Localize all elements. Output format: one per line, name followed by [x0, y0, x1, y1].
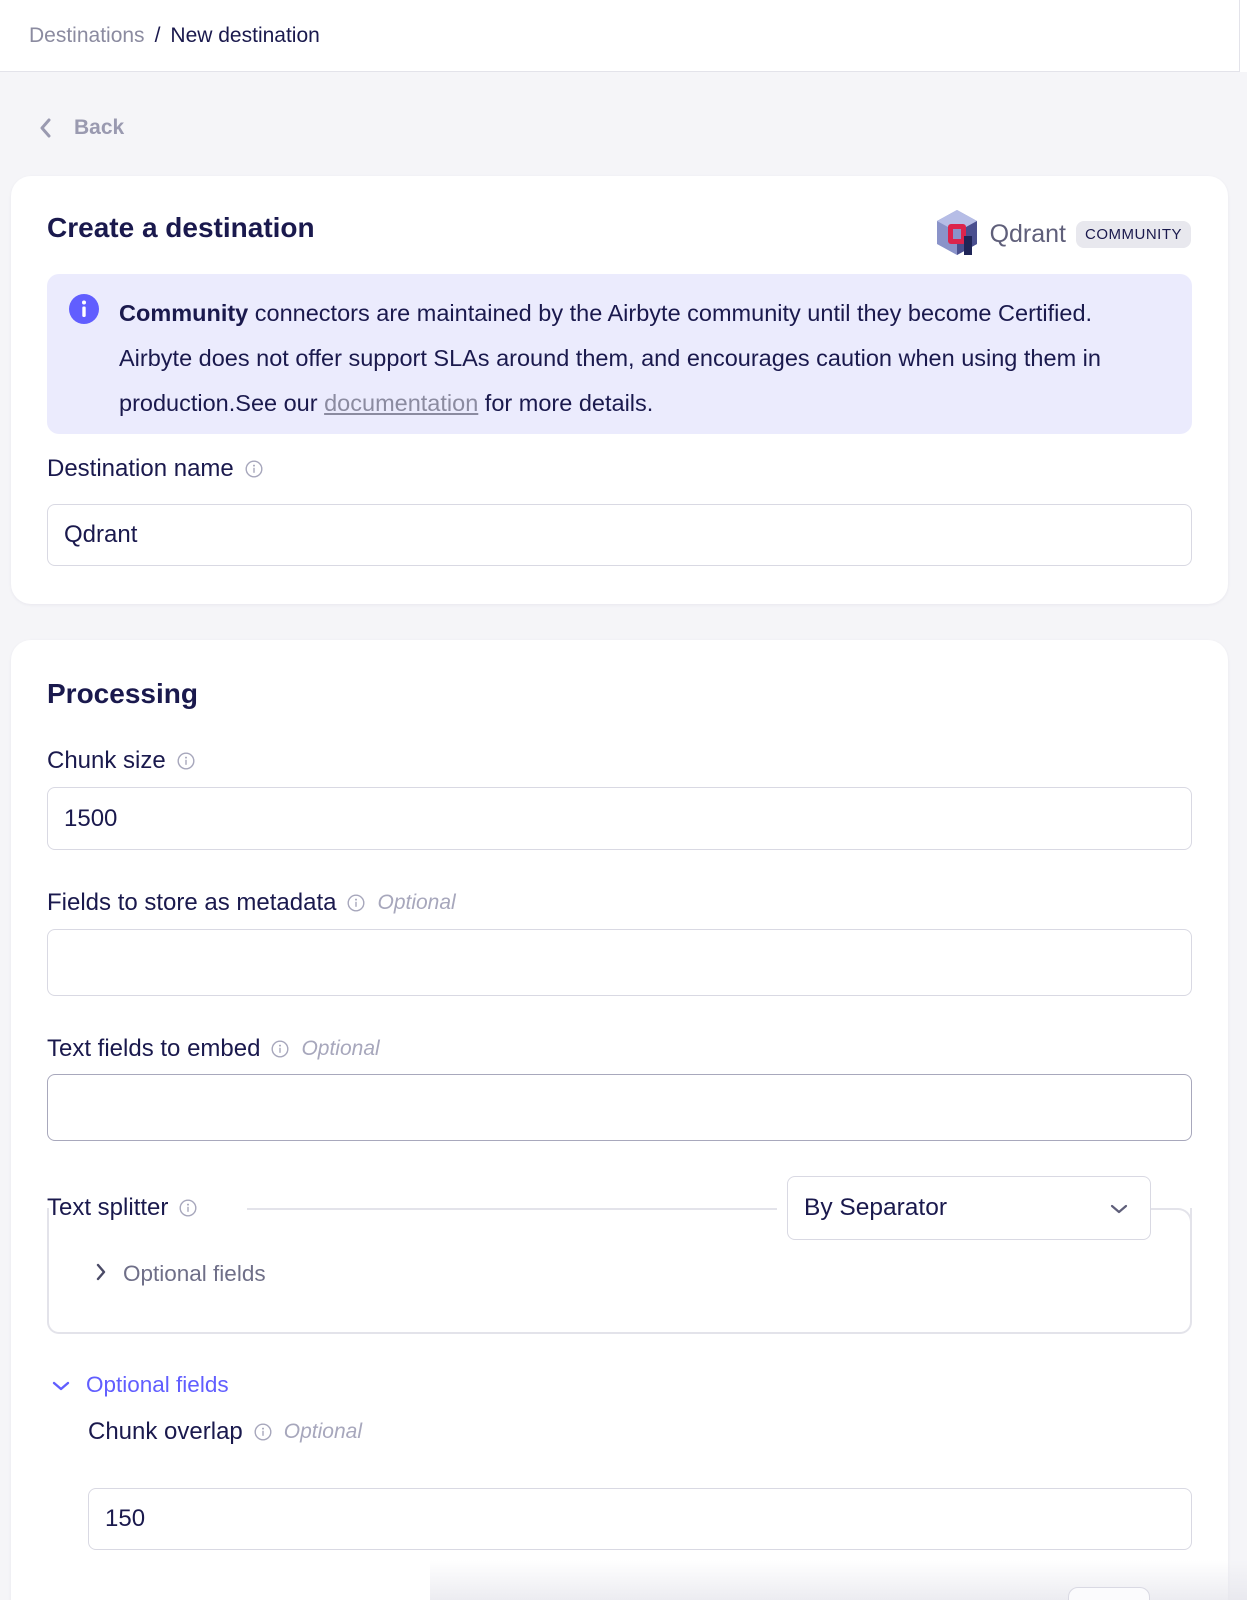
- optional-tag: Optional: [377, 891, 456, 914]
- back-button[interactable]: [38, 110, 124, 146]
- callout-text-end: for more details.: [478, 390, 654, 416]
- chunk-size-label-text: Chunk size: [47, 747, 166, 774]
- destination-name-label: [47, 454, 263, 484]
- splitter-optional-fields-toggle[interactable]: [95, 1261, 266, 1287]
- callout-text: connectors are maintained by the Airbyte community until they become Certified. Airbyte does not offer support SLAs around them, and encourages caution when using them in production.See our: [119, 300, 1101, 416]
- processing-card: [11, 640, 1228, 1600]
- section-title-processing: Processing: [47, 678, 198, 709]
- page-title: Create a destination: [47, 212, 315, 243]
- chunk-overlap-label: [88, 1417, 362, 1447]
- chevron-right-icon: [95, 1261, 107, 1287]
- embed-fields-input[interactable]: [47, 1074, 1192, 1141]
- embed-fields-label: [47, 1034, 380, 1064]
- connector-info: [934, 210, 1191, 258]
- callout-bold: Community: [119, 300, 249, 326]
- breadcrumb-current: New destination: [170, 23, 320, 47]
- metadata-fields-input[interactable]: [47, 929, 1192, 996]
- create-destination-card: [11, 176, 1228, 604]
- text-splitter-select[interactable]: [787, 1176, 1151, 1240]
- metadata-fields-label-text: Fields to store as metadata: [47, 889, 337, 916]
- destination-name-label-text: Destination name: [47, 455, 234, 482]
- help-circle-icon[interactable]: [177, 752, 195, 770]
- chunk-overlap-input[interactable]: [88, 1488, 1192, 1550]
- optional-tag: Optional: [283, 1420, 362, 1443]
- connector-name: Qdrant: [989, 219, 1066, 248]
- text-splitter-selected-value: By Separator: [804, 1194, 947, 1221]
- chevron-left-icon: [38, 117, 52, 139]
- info-icon: [68, 293, 100, 340]
- help-circle-icon[interactable]: [254, 1423, 272, 1441]
- help-circle-icon[interactable]: [271, 1040, 289, 1058]
- optional-tag: Optional: [301, 1037, 380, 1060]
- community-badge: COMMUNITY: [1076, 221, 1191, 248]
- help-circle-icon[interactable]: [245, 460, 263, 478]
- documentation-link[interactable]: documentation: [324, 390, 479, 416]
- metadata-fields-label: [47, 888, 456, 918]
- text-splitter-label-text: Text splitter: [47, 1194, 169, 1221]
- community-callout: [47, 274, 1192, 434]
- topbar-edge: [1239, 0, 1247, 72]
- embed-fields-label-text: Text fields to embed: [47, 1035, 261, 1062]
- chunk-size-input[interactable]: [47, 787, 1192, 850]
- footer-button[interactable]: [1068, 1587, 1150, 1600]
- destination-name-input[interactable]: [47, 504, 1192, 566]
- chevron-down-icon: [1110, 1194, 1128, 1222]
- optional-fields-toggle[interactable]: [52, 1372, 229, 1398]
- chunk-size-label: [47, 746, 195, 776]
- optional-fields-label: Optional fields: [86, 1372, 229, 1397]
- chunk-overlap-label-text: Chunk overlap: [88, 1418, 243, 1445]
- qdrant-logo-icon: [934, 208, 980, 261]
- breadcrumb-destinations-link[interactable]: Destinations: [29, 23, 145, 47]
- chevron-down-icon: [52, 1372, 70, 1398]
- help-circle-icon[interactable]: [347, 894, 365, 912]
- breadcrumb: [0, 0, 1247, 72]
- splitter-optional-fields-label: Optional fields: [123, 1261, 266, 1286]
- breadcrumb-separator: /: [154, 23, 161, 47]
- back-label: Back: [74, 116, 125, 139]
